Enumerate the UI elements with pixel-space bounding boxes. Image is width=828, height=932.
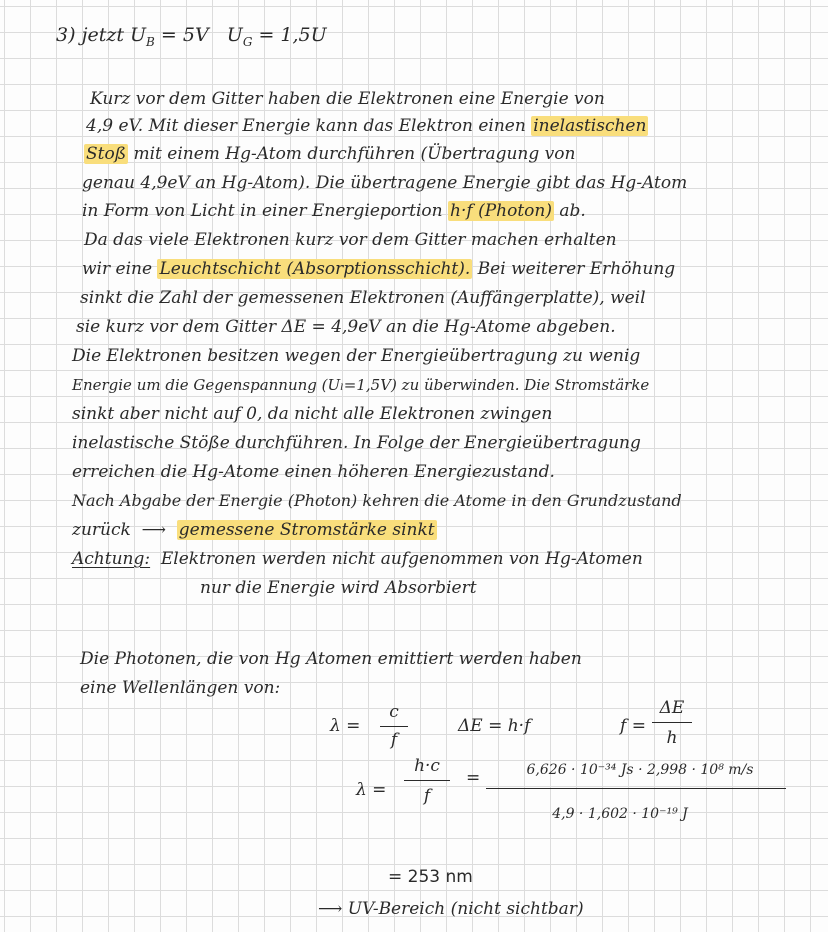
calc-denominator: 4,9 · 1,602 · 10⁻¹⁹ J: [552, 806, 688, 822]
para-line-4: genau 4,9eV an Hg-Atom). Die übertragene Energie gibt das Hg-Atom: [82, 173, 688, 193]
para-line-10: Die Elektronen besitzen wegen der Energieübertragung zu wenig: [72, 346, 641, 366]
frac2-line: [652, 722, 692, 723]
highlight-photon: h·f (Photon): [450, 201, 552, 221]
para-line-2: 4,9 eV. Mit dieser Energie kann das Elektron einen inelastischen: [86, 116, 647, 136]
task-number: 3): [56, 24, 76, 46]
para-line-16: zurück ⟶ gemessene Stromstärke sinkt: [72, 520, 435, 540]
frac2-num: ΔE: [659, 698, 685, 718]
calc-numerator: 6,626 · 10⁻³⁴ Js · 2,998 · 10⁸ m/s: [526, 762, 754, 778]
para-line-11: Energie um die Gegenspannung (Uₗ=1,5V) zu überwinden. Die Stromstärke: [72, 376, 650, 394]
frac2-den: h: [666, 728, 678, 748]
para-line-9: sie kurz vor dem Gitter ΔE = 4,9eV an die Hg-Atome abgeben.: [76, 317, 616, 337]
achtung-label: Achtung:: [72, 549, 151, 569]
para-line-7: wir eine Leuchtschicht (Absorptionsschicht). Bei weiterer Erhöhung: [82, 259, 676, 279]
frac1-line: [380, 726, 408, 727]
f-eq: f =: [620, 716, 646, 736]
highlight-stromstaerke: gemessene Stromstärke sinkt: [178, 520, 435, 540]
frac1-num: c: [389, 702, 399, 722]
frac3-line: [404, 780, 450, 781]
frac3-den: f: [423, 786, 431, 806]
frac1-den: f: [390, 730, 398, 750]
frac3-num: h·c: [414, 756, 440, 776]
para-line-13: inelastische Stöße durchführen. In Folge der Energieübertragung: [72, 433, 641, 453]
para-line-3: Stoß mit einem Hg-Atom durchführen (Übertragung von: [86, 144, 576, 164]
delta-e-eq: ΔE = h·f: [458, 716, 531, 736]
equals-sign: =: [466, 768, 481, 788]
para-line-6: Da das viele Elektronen kurz vor dem Gitter machen erhalten: [84, 230, 617, 250]
calc-fraction-line: [486, 788, 786, 789]
highlight-inelastisch: inelastischen: [533, 116, 647, 136]
para-line-5: in Form von Licht in einer Energieportion h·f (Photon) ab.: [82, 201, 586, 221]
para-line-1: Kurz vor dem Gitter haben die Elektronen eine Energie von: [90, 89, 605, 109]
para-line-17: Achtung: Elektronen werden nicht aufgenommen von Hg-Atomen: [72, 549, 643, 569]
heading-text: jetzt U: [81, 24, 147, 46]
para-line-12: sinkt aber nicht auf 0, da nicht alle Elektronen zwingen: [72, 404, 553, 424]
highlight-stoss: Stoß: [86, 144, 127, 164]
para-line-15: Nach Abgabe der Energie (Photon) kehren die Atome in den Grundzustand: [72, 491, 682, 510]
para-line-14: erreichen die Hg-Atome einen höheren Energiezustand.: [72, 462, 555, 482]
para-line-18: nur die Energie wird Absorbiert: [200, 578, 477, 598]
photon-line-1: Die Photonen, die von Hg Atomen emittiert werden haben: [80, 649, 582, 669]
photon-line-2: eine Wellenlängen von:: [80, 678, 281, 698]
conclusion-text: ⟶ UV-Bereich (nicht sichtbar): [318, 899, 584, 919]
highlight-leuchtschicht: Leuchtschicht (Absorptionsschicht).: [159, 259, 471, 279]
task-heading: 3) jetzt $U_B = 5V$ $U_G = 1,5U$: [56, 24, 327, 49]
lambda-eq-1: λ =: [330, 716, 361, 736]
result-value: = 253 nm: [388, 867, 473, 887]
lambda-eq-2: λ =: [356, 780, 387, 800]
para-line-8: sinkt die Zahl der gemessenen Elektronen (Auffängerplatte), weil: [80, 288, 646, 308]
